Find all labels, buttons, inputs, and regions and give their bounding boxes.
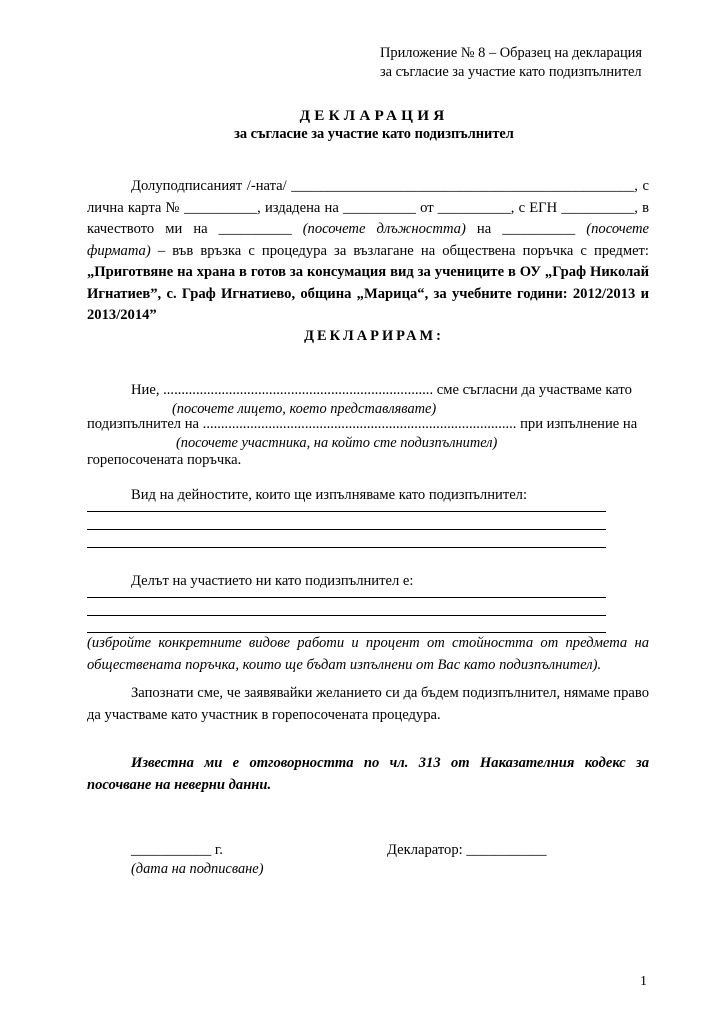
subcontractor-line: подизпълнител на ...................................................................................... при изпълнение на [87, 416, 638, 432]
aware-text: Запознати сме, че заявявайки желанието си да бъдем подизпълнител, нямаме право да участваме като участник в горепосочената процедура. [87, 685, 649, 723]
date-field[interactable]: ___________ г. [131, 842, 223, 858]
appendix-line-1: Приложение № 8 – Образец на декларация [380, 45, 642, 61]
declare-heading: ДЕКЛАРИРАМ: [304, 328, 444, 344]
intro-paragraph [87, 176, 649, 327]
intro-procedure: – във връзка с процедура за възлагане на обществена поръчка с предмет: [150, 242, 649, 259]
intro-id-card: с лична карта № __________, издадена на __________ от __________, с ЕГН __________, в качеството ми на __________ [87, 178, 649, 237]
share-label: Делът на участието ни като подизпълнител е: [131, 573, 414, 589]
share-blank-2[interactable] [87, 615, 606, 616]
liability-text: Известна ми е отговорността по чл. 313 от Наказателния кодекс за посочване на неверни данни. [87, 755, 649, 793]
intro-undersigned: Долуподписаният /-ната/ _______________________________________________, [131, 178, 638, 194]
subcontractor-caption: (посочете участника, на който сте подизпълнител) [176, 435, 498, 451]
share-blank-1[interactable] [87, 597, 606, 598]
intro-company-hint: (посочете фирмата) [87, 221, 649, 259]
document-title: ДЕКЛАРАЦИЯ [299, 107, 449, 124]
intro-position-hint: (посочете длъжността) [302, 221, 466, 237]
we-line: Ние, .......................................................................... сме съгласни да участваме като [131, 382, 632, 398]
aware-paragraph [87, 683, 649, 726]
activities-blank-2[interactable] [87, 529, 606, 530]
appendix-header [380, 44, 642, 82]
appendix-line-2: за съгласие за участие като подизпълнител [380, 64, 642, 80]
intro-subject: „Приготвяне на храна в готов за консумация вид за учениците в ОУ „Граф Николай Игнатиев”, с. Граф Игнатиево, община „Марица“, за учебните години: 2012/2013 и 2013/2014” [87, 264, 649, 323]
document-subtitle: за съгласие за участие като подизпълнител [234, 126, 514, 142]
we-caption: (посочете лицето, което представлявате) [172, 401, 437, 417]
share-note: (избройте конкретните видове работи и процент от стойността от предмета на обществената поръчка, които ще бъдат изпълнени от Вас като подизпълнител). [87, 635, 649, 673]
intro-of: на __________ [465, 221, 587, 237]
date-caption: (дата на подписване) [131, 861, 264, 877]
activities-blank-short [259, 547, 399, 548]
order-end: горепосочената поръчка. [87, 452, 242, 468]
activities-blank-1[interactable] [87, 511, 606, 512]
page-number: 1 [640, 974, 647, 989]
liability-paragraph [87, 753, 649, 796]
declarant-field[interactable]: Декларатор: ___________ [387, 842, 547, 858]
activities-label: Вид на дейностите, които ще изпълняваме като подизпълнител: [131, 487, 528, 503]
